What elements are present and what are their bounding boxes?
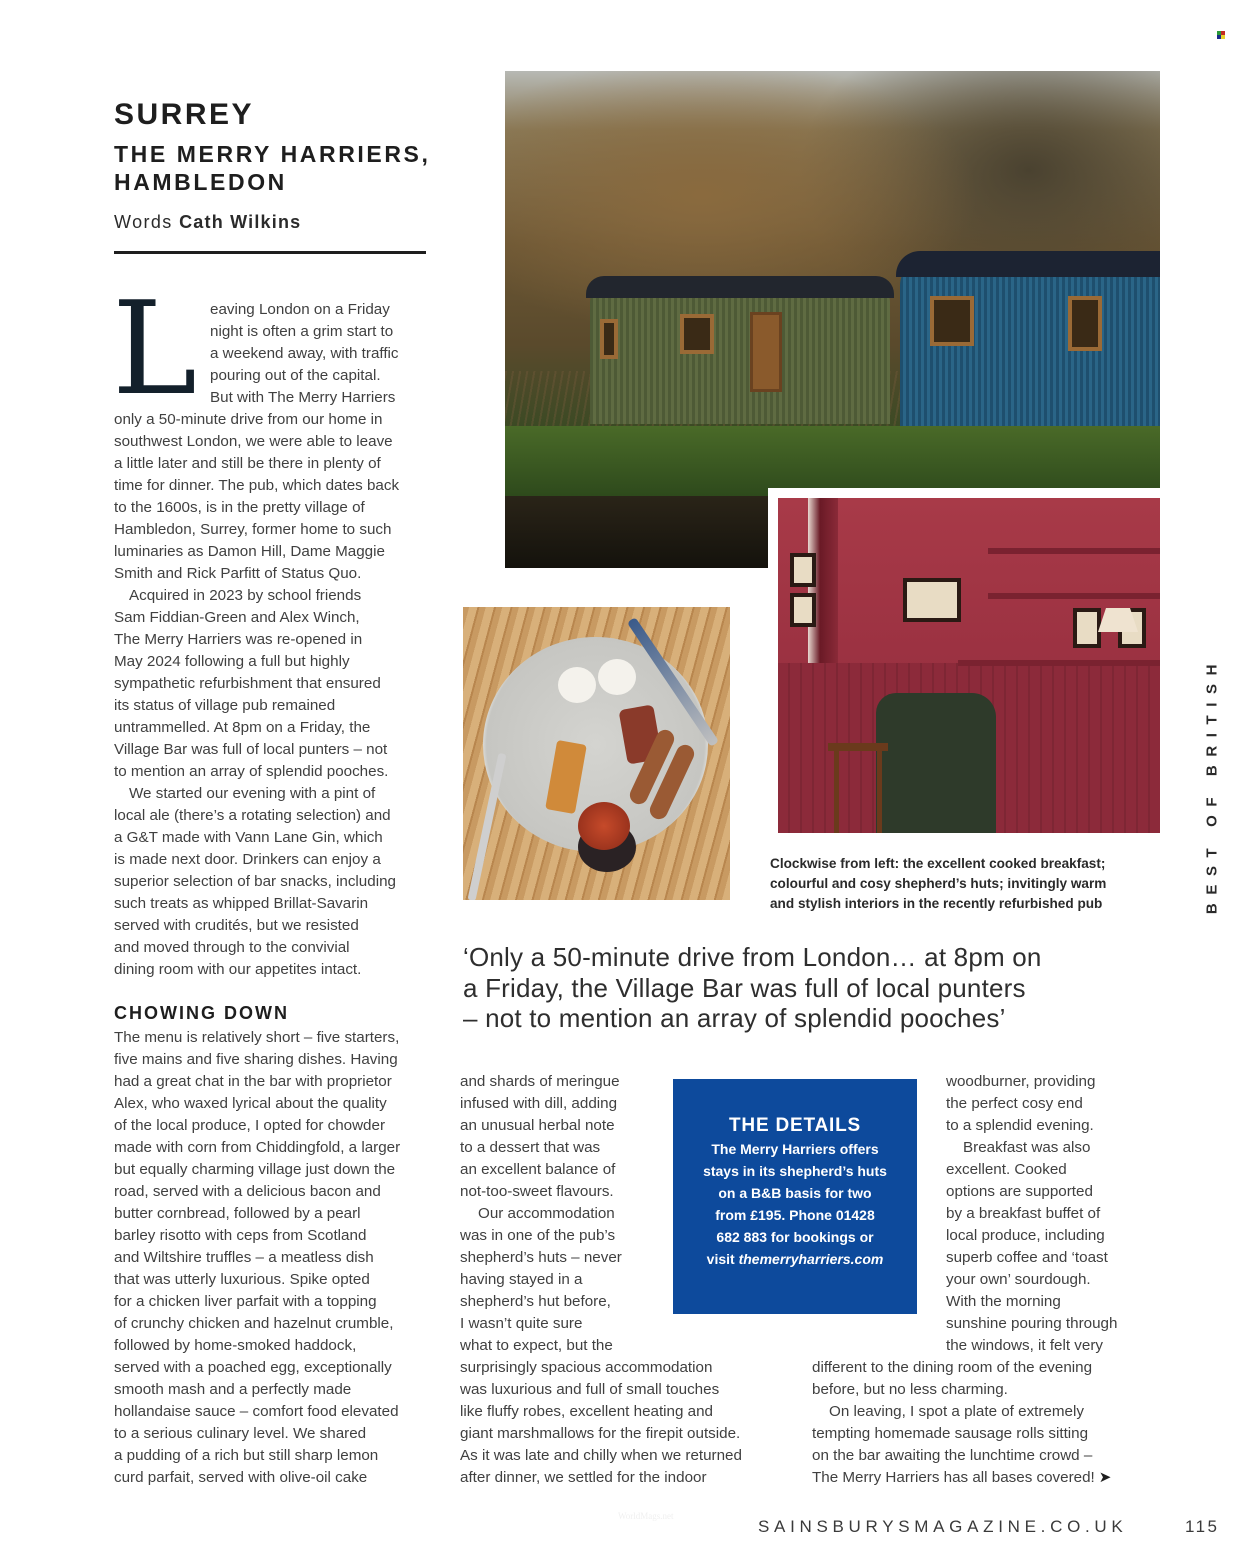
- text-line: shepherd’s hut before,: [460, 1293, 611, 1310]
- details-line: 682 883 for bookings or: [716, 1229, 874, 1245]
- text-line: The menu is relatively short – five starters,: [114, 1029, 400, 1046]
- text-line: May 2024 following a full but highly: [114, 653, 350, 670]
- text-line: was in one of the pub’s: [460, 1227, 616, 1244]
- hut-window: [930, 296, 974, 346]
- text-line: I wasn’t quite sure: [460, 1315, 583, 1332]
- text-line: time for dinner. The pub, which dates back: [114, 477, 400, 494]
- caption-line: colourful and cosy shepherd’s huts; invitingly warm: [770, 876, 1107, 891]
- text-line: barley risotto with ceps from Scotland: [114, 1227, 367, 1244]
- shelf: [958, 660, 1160, 666]
- section-region: SURREY: [114, 98, 255, 131]
- text-line: having stayed in a: [460, 1271, 583, 1288]
- text-line: of the local produce, I opted for chowder: [114, 1117, 386, 1134]
- picture-frame: [903, 578, 961, 622]
- header-divider: [114, 251, 426, 254]
- text-line: local ale (there’s a rotating selection) and: [114, 807, 391, 824]
- shelf: [988, 548, 1160, 554]
- text-line: tempting homemade sausage rolls sitting: [812, 1425, 1089, 1442]
- text-line: As it was late and chilly when we returned: [460, 1447, 742, 1464]
- text-line: made with corn from Chiddingfold, a larger: [114, 1139, 401, 1156]
- details-line: on a B&B basis for two: [718, 1185, 872, 1201]
- hut-window: [600, 319, 618, 359]
- caption-line: Clockwise from left: the excellent cooked breakfast;: [770, 856, 1106, 871]
- text-line: had a great chat in the bar with proprietor: [114, 1073, 392, 1090]
- text-line: giant marshmallows for the firepit outside.: [460, 1425, 741, 1442]
- text-line: smooth mash and a perfectly made: [114, 1381, 352, 1398]
- byline-author: Cath Wilkins: [179, 212, 302, 232]
- text-line: Our accommodation: [478, 1205, 615, 1222]
- text-line: an excellent balance of: [460, 1161, 616, 1178]
- text-line: butter cornbread, followed by a pearl: [114, 1205, 361, 1222]
- text-line: superior selection of bar snacks, including: [114, 873, 396, 890]
- text-line: sunshine pouring through: [946, 1315, 1118, 1332]
- drop-cap: L: [112, 275, 197, 424]
- cooked-breakfast-photo: [463, 607, 730, 900]
- details-line: The Merry Harriers offers: [711, 1141, 879, 1157]
- photo-caption: [770, 854, 1106, 914]
- website-link[interactable]: themerryharriers.com: [738, 1251, 884, 1267]
- text-line: to a serious culinary level. We shared: [114, 1425, 367, 1442]
- text-line: and moved through to the convivial: [114, 939, 350, 956]
- details-visit-line: [673, 1248, 917, 1270]
- text-line: road, served with a delicious bacon and: [114, 1183, 381, 1200]
- color-registration-mark: [1217, 31, 1225, 39]
- hut-window: [1068, 296, 1102, 351]
- grilled-tomato: [578, 802, 630, 850]
- quote-line: a Friday, the Village Bar was full of local punters: [463, 972, 1026, 1003]
- text-line: but equally charming village just down the: [114, 1161, 396, 1178]
- text-line: and Wiltshire truffles – a meatless dish: [114, 1249, 374, 1266]
- pull-quote: [463, 942, 1042, 1034]
- text-line: to the 1600s, is in the pretty village of: [114, 499, 365, 516]
- byline-label: Words: [114, 212, 173, 232]
- text-line: only a 50-minute drive from our home in: [114, 411, 383, 428]
- text-line: night is often a grim start to: [210, 323, 394, 340]
- text-line: Acquired in 2023 by school friends: [129, 587, 362, 604]
- text-line: surprisingly spacious accommodation: [460, 1359, 713, 1376]
- details-box: [673, 1079, 917, 1314]
- picture-frame: [790, 553, 816, 587]
- blue-hut: [900, 261, 1160, 426]
- text-line: before, but no less charming.: [812, 1381, 1008, 1398]
- text-line: excellent. Cooked: [946, 1161, 1067, 1178]
- text-line: different to the dining room of the evening: [812, 1359, 1093, 1376]
- article-title: [114, 140, 430, 196]
- text-line: five mains and five sharing dishes. Having: [114, 1051, 398, 1068]
- text-line: the windows, it felt very: [946, 1337, 1103, 1354]
- text-line: to a dessert that was: [460, 1139, 601, 1156]
- text-line: by a breakfast buffet of: [946, 1205, 1101, 1222]
- text-line: Hambledon, Surrey, former home to such: [114, 521, 392, 538]
- quote-line: – not to mention an array of splendid pooches’: [463, 1003, 1006, 1033]
- text-line: hollandaise sauce – comfort food elevated: [114, 1403, 399, 1420]
- text-line: luminaries as Damon Hill, Dame Maggie: [114, 543, 385, 560]
- text-line: infused with dill, adding: [460, 1095, 618, 1112]
- text-line: shepherd’s huts – never: [460, 1249, 622, 1266]
- picture-frame: [1073, 608, 1101, 648]
- column-1-body: [114, 409, 399, 981]
- text-line: served with crudités, but we resisted: [114, 917, 359, 934]
- text-line: But with The Merry Harriers: [210, 389, 396, 406]
- text-line: Village Bar was full of local punters – not: [114, 741, 388, 758]
- text-line: an unusual herbal note: [460, 1117, 615, 1134]
- green-hut: [590, 284, 890, 424]
- text-line: on the bar awaiting the lunchtime crowd –: [812, 1447, 1093, 1464]
- pub-interior-photo: [768, 488, 1160, 833]
- green-armchair: [876, 693, 996, 833]
- byline: [114, 212, 301, 233]
- text-line: a little later and still be there in plenty of: [114, 455, 381, 472]
- title-line-1: THE MERRY HARRIERS,: [114, 141, 431, 167]
- page-number: 115: [1185, 1517, 1220, 1536]
- text-line: southwest London, we were able to leave: [114, 433, 393, 450]
- text-line: sympathetic refurbishment that ensured: [114, 675, 381, 692]
- text-line: a G&T made with Vann Lane Gin, which: [114, 829, 383, 846]
- text-line: to mention an array of splendid pooches.: [114, 763, 389, 780]
- text-line: a pudding of a rich but still sharp lemon: [114, 1447, 379, 1464]
- text-line: untrammelled. At 8pm on a Friday, the: [114, 719, 371, 736]
- grass-decor: [505, 426, 1160, 496]
- details-title: THE DETAILS: [729, 1115, 861, 1136]
- details-line: from £195. Phone 01428: [715, 1207, 875, 1223]
- text-line: The Merry Harriers was re-opened in: [114, 631, 363, 648]
- text-line: The Merry Harriers has all bases covered!: [812, 1469, 1095, 1486]
- text-line: We started our evening with a pint of: [129, 785, 376, 802]
- text-line: curd parfait, served with olive-oil cake: [114, 1469, 368, 1486]
- text-line: options are supported: [946, 1183, 1093, 1200]
- text-line: On leaving, I spot a plate of extremely: [829, 1403, 1084, 1420]
- text-line: and shards of meringue: [460, 1073, 620, 1090]
- text-line: Alex, who waxed lyrical about the quality: [114, 1095, 387, 1112]
- text-line: not-too-sweet flavours.: [460, 1183, 614, 1200]
- text-line: after dinner, we settled for the indoor: [460, 1469, 707, 1486]
- text-line: followed by home-smoked haddock,: [114, 1337, 357, 1354]
- text-line: Sam Fiddian-Green and Alex Winch,: [114, 609, 360, 626]
- text-line: what to expect, but the: [460, 1337, 613, 1354]
- column-3-wide-body: [812, 1357, 1111, 1489]
- poached-egg: [558, 667, 596, 703]
- watermark: WorldMags.net: [618, 1511, 674, 1521]
- shelf: [988, 593, 1160, 599]
- text-line: like fluffy robes, excellent heating and: [460, 1403, 714, 1420]
- details-line: stays in its shepherd’s huts: [703, 1163, 887, 1179]
- hut-door: [750, 312, 782, 392]
- text-line: eaving London on a Friday: [210, 301, 390, 318]
- hut-window: [680, 314, 714, 354]
- subheading-chowing-down: CHOWING DOWN: [114, 1003, 289, 1023]
- text-line: a weekend away, with traffic: [210, 345, 399, 362]
- visit-prefix: visit: [706, 1251, 735, 1267]
- text-line: pouring out of the capital.: [210, 367, 381, 384]
- side-table: [828, 743, 888, 833]
- text-line: local produce, including: [946, 1227, 1105, 1244]
- text-line: With the morning: [946, 1293, 1061, 1310]
- footer-website: SAINSBURYSMAGAZINE.CO.UK: [758, 1517, 1128, 1536]
- text-line: dining room with our appetites intact.: [114, 961, 362, 978]
- text-line: of crunchy chicken and hazelnut crumble,: [114, 1315, 394, 1332]
- intro-indented-lines: [210, 299, 399, 409]
- text-line: superb coffee and ‘toast: [946, 1249, 1108, 1266]
- end-arrow-icon: ➤: [1098, 1469, 1112, 1486]
- text-line: such treats as whipped Brillat-Savarin: [114, 895, 369, 912]
- poached-egg: [598, 659, 636, 695]
- text-line: that was utterly luxurious. Spike opted: [114, 1271, 370, 1288]
- column-3-body: [946, 1071, 1117, 1357]
- section-tag-label: BEST OF BRITISH: [1203, 655, 1221, 915]
- section-tag: [1200, 655, 1224, 915]
- text-line: the perfect cosy end: [946, 1095, 1083, 1112]
- text-line: Smith and Rick Parfitt of Status Quo.: [114, 565, 362, 582]
- text-line: served with a poached egg, exceptionally: [114, 1359, 392, 1376]
- text-line: for a chicken liver parfait with a topping: [114, 1293, 377, 1310]
- hash-brown: [545, 740, 587, 814]
- column-1-menu-text: [114, 1027, 400, 1489]
- text-line: your own’ sourdough.: [946, 1271, 1091, 1288]
- text-line: woodburner, providing: [946, 1073, 1096, 1090]
- text-line: its status of village pub remained: [114, 697, 336, 714]
- quote-line: ‘Only a 50-minute drive from London… at 8pm on: [463, 942, 1042, 972]
- text-line: to a splendid evening.: [946, 1117, 1094, 1134]
- plate: [483, 637, 708, 852]
- text-line: Breakfast was also: [963, 1139, 1091, 1156]
- picture-frame: [790, 593, 816, 627]
- text-line: was luxurious and full of small touches: [460, 1381, 720, 1398]
- text-line: is made next door. Drinkers can enjoy a: [114, 851, 381, 868]
- final-line: [812, 1467, 1111, 1489]
- title-line-2: HAMBLEDON: [114, 169, 287, 195]
- caption-line: and stylish interiors in the recently refurbished pub: [770, 896, 1103, 911]
